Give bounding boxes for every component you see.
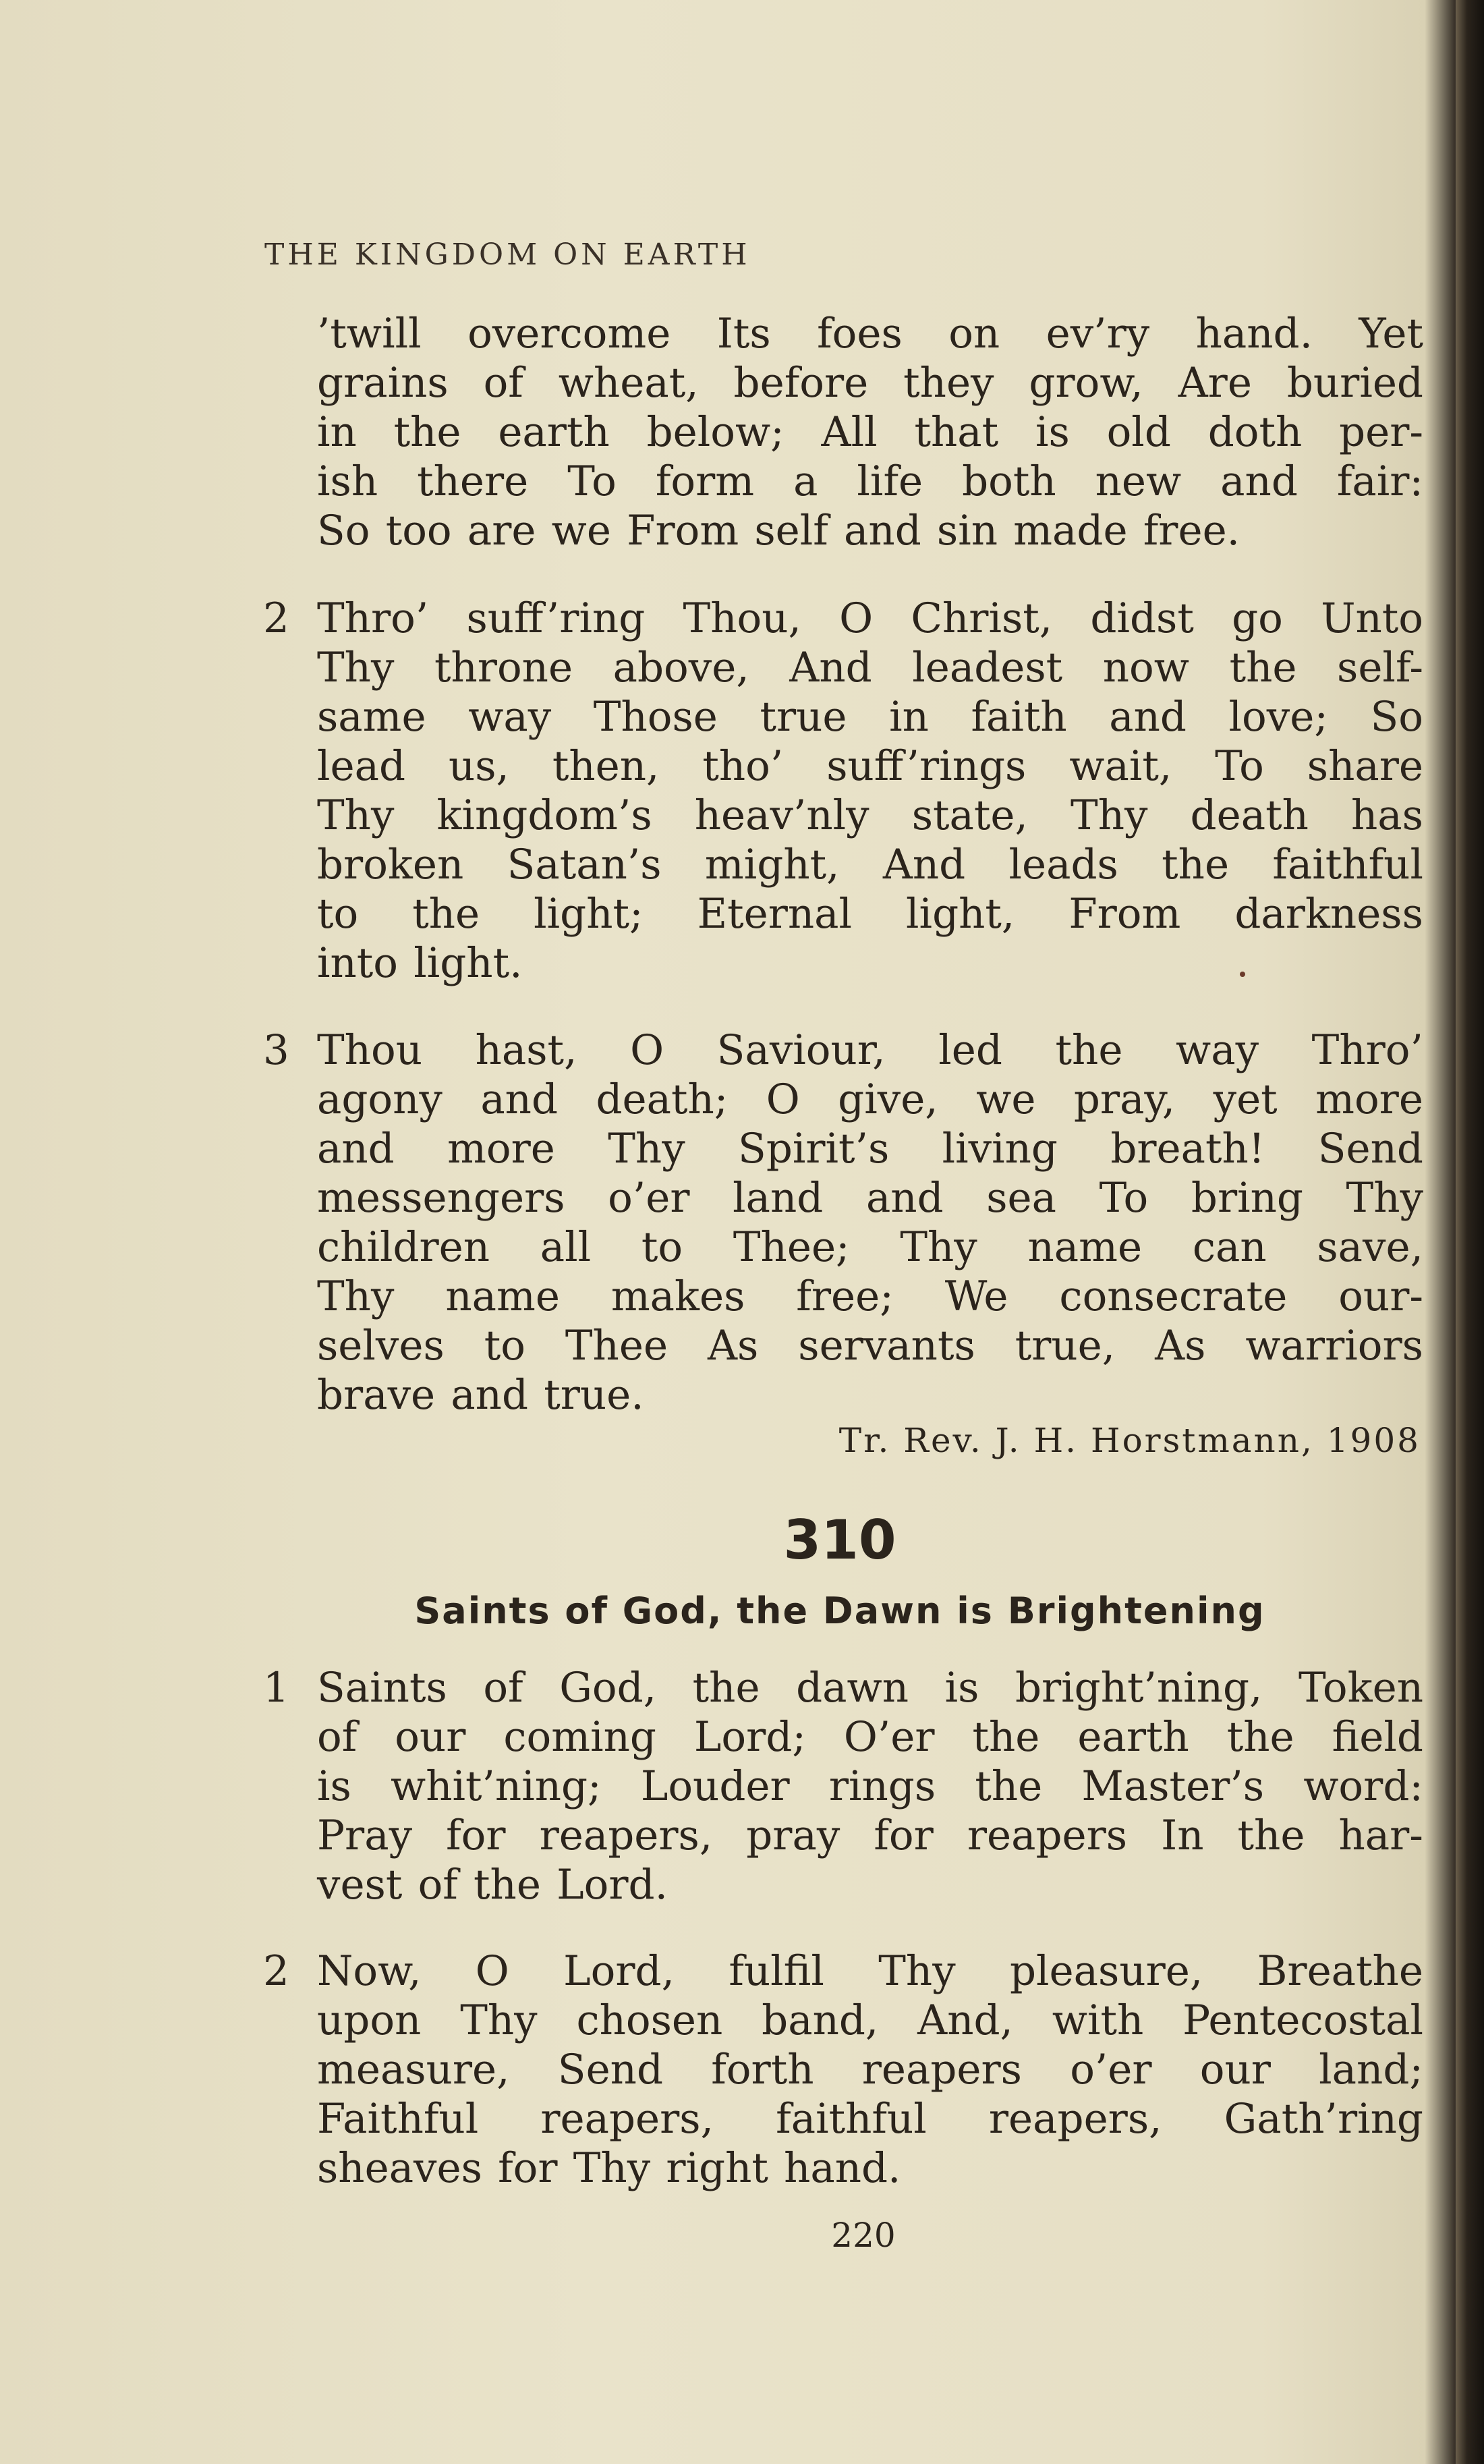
verse-line: Thy throne above, And leadest now the self-: [317, 644, 1423, 692]
translator-attribution: Tr. Rev. J. H. Horstmann, 1908: [838, 1421, 1421, 1460]
verse-line: in the earth below; All that is old doth per-: [317, 408, 1423, 456]
verse-line: Now, O Lord, fulfil Thy pleasure, Breathe: [317, 1947, 1423, 1995]
verse-line: So too are we From self and sin made free.: [317, 507, 1240, 555]
hymn-310-stanza-2: [263, 1947, 1423, 2193]
verse-line: ’twill overcome Its foes on ev’ry hand. Yet: [317, 310, 1423, 358]
verse-line: is whit’ning; Louder rings the Master’s word:: [317, 1762, 1423, 1810]
verse-line: children all to Thee; Thy name can save,: [317, 1223, 1423, 1271]
verse-line: to the light; Eternal light, From darkness: [317, 890, 1423, 938]
verse-line: and more Thy Spirit’s living breath! Send: [317, 1125, 1423, 1173]
book-spine-edge: [1456, 0, 1484, 2464]
paper-speck: [1240, 972, 1245, 977]
verse-number: 2: [263, 1947, 289, 1995]
hymn-310-stanza-1: [263, 1663, 1423, 1909]
verse-number: 2: [263, 594, 289, 642]
verse-line: Faithful reapers, faithful reapers, Gath’ring: [317, 2095, 1423, 2143]
verse-line: broken Satan’s might, And leads the faithful: [317, 841, 1423, 889]
stanza-3: [263, 1026, 1423, 1420]
running-head: THE KINGDOM ON EARTH: [264, 237, 751, 272]
verse-number: 1: [263, 1664, 289, 1712]
verse-number: 3: [263, 1026, 289, 1074]
verse-line: measure, Send forth reapers o’er our land;: [317, 2046, 1423, 2094]
hymn-title: Saints of God, the Dawn is Brightening: [414, 1590, 1265, 1632]
verse-line: grains of wheat, before they grow, Are buried: [317, 359, 1423, 407]
verse-line: Thy name makes free; We consecrate our-: [317, 1272, 1423, 1320]
stanza-2: [263, 594, 1423, 988]
verse-line: Thy kingdom’s heav’nly state, Thy death has: [317, 791, 1423, 839]
verse-line: Thro’ suff’ring Thou, O Christ, didst go Unto: [317, 594, 1423, 642]
continuation-stanza: [317, 309, 1423, 555]
verse-line: brave and true.: [317, 1371, 644, 1419]
verse-line: Saints of God, the dawn is bright’ning, Token: [317, 1664, 1423, 1712]
verse-line: into light.: [317, 939, 523, 987]
verse-line: lead us, then, tho’ suff’rings wait, To share: [317, 742, 1423, 790]
verse-line: ish there To form a life both new and fair:: [317, 457, 1423, 505]
verse-line: upon Thy chosen band, And, with Pentecostal: [317, 1996, 1423, 2044]
verse-line: same way Those true in faith and love; So: [317, 693, 1423, 741]
verse-line: Thou hast, O Saviour, led the way Thro’: [317, 1026, 1423, 1074]
hymn-number: 310: [783, 1509, 896, 1571]
verse-line: sheaves for Thy right hand.: [317, 2144, 901, 2192]
verse-line: Pray for reapers, pray for reapers In the har-: [317, 1812, 1423, 1859]
page-number: 220: [831, 2216, 896, 2255]
verse-line: selves to Thee As servants true, As warriors: [317, 1322, 1423, 1370]
verse-line: vest of the Lord.: [317, 1861, 668, 1909]
verse-line: agony and death; O give, we pray, yet more: [317, 1075, 1423, 1123]
verse-line: messengers o’er land and sea To bring Thy: [317, 1174, 1423, 1222]
verse-line: of our coming Lord; O’er the earth the field: [317, 1713, 1423, 1761]
